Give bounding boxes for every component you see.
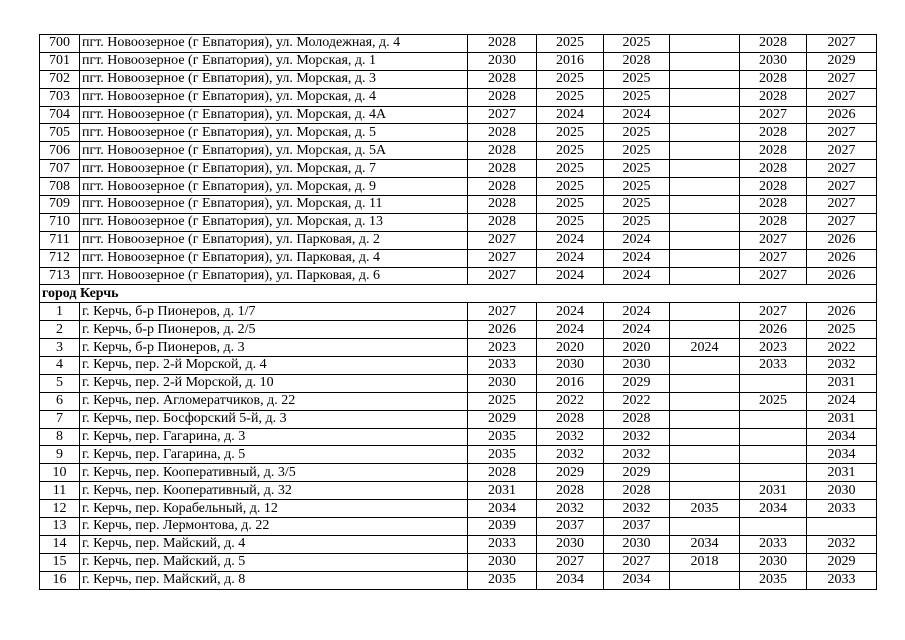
year-cell-4	[670, 35, 740, 53]
year-cell-1: 2027	[468, 267, 537, 285]
year-cell-3: 2024	[604, 231, 670, 249]
address-cell: г. Керчь, пер. Корабельный, д. 12	[80, 500, 468, 518]
year-cell-3: 2028	[604, 410, 670, 428]
year-cell-6: 2027	[807, 142, 877, 160]
row-number-cell: 15	[40, 553, 80, 571]
row-number-cell: 707	[40, 160, 80, 178]
row-number-cell: 12	[40, 500, 80, 518]
year-cell-4	[670, 571, 740, 589]
year-cell-5: 2027	[740, 106, 807, 124]
row-number-cell: 705	[40, 124, 80, 142]
year-cell-5: 2025	[740, 392, 807, 410]
year-cell-4	[670, 392, 740, 410]
year-cell-3: 2032	[604, 428, 670, 446]
year-cell-2: 2025	[537, 160, 604, 178]
table-body	[40, 35, 877, 590]
year-cell-1: 2027	[468, 106, 537, 124]
address-cell: г. Керчь, пер. 2-й Морской, д. 4	[80, 357, 468, 375]
year-cell-6: 2022	[807, 339, 877, 357]
year-cell-6: 2027	[807, 70, 877, 88]
year-cell-4	[670, 267, 740, 285]
year-cell-6: 2034	[807, 428, 877, 446]
year-cell-1: 2034	[468, 500, 537, 518]
table-row	[40, 52, 877, 70]
year-cell-6: 2026	[807, 249, 877, 267]
year-cell-2: 2032	[537, 428, 604, 446]
year-cell-2: 2030	[537, 535, 604, 553]
year-cell-3: 2032	[604, 500, 670, 518]
address-cell: г. Керчь, пер. 2-й Морской, д. 10	[80, 374, 468, 392]
year-cell-2: 2025	[537, 124, 604, 142]
year-cell-4	[670, 196, 740, 214]
year-cell-5: 2028	[740, 160, 807, 178]
address-cell: пгт. Новоозерное (г Евпатория), ул. Морская, д. 5	[80, 124, 468, 142]
year-cell-6: 2027	[807, 160, 877, 178]
year-cell-2: 2022	[537, 392, 604, 410]
year-cell-6: 2031	[807, 374, 877, 392]
table-row	[40, 428, 877, 446]
table-row	[40, 392, 877, 410]
year-cell-2: 2029	[537, 464, 604, 482]
year-cell-2: 2037	[537, 518, 604, 536]
year-cell-4	[670, 142, 740, 160]
address-cell: г. Керчь, пер. Босфорский 5-й, д. 3	[80, 410, 468, 428]
year-cell-2: 2025	[537, 196, 604, 214]
year-cell-4	[670, 106, 740, 124]
year-cell-4	[670, 374, 740, 392]
table-row	[40, 267, 877, 285]
row-number-cell: 702	[40, 70, 80, 88]
row-number-cell: 711	[40, 231, 80, 249]
row-number-cell: 713	[40, 267, 80, 285]
year-cell-3: 2024	[604, 249, 670, 267]
year-cell-5: 2027	[740, 303, 807, 321]
row-number-cell: 701	[40, 52, 80, 70]
address-cell: г. Керчь, пер. Лермонтова, д. 22	[80, 518, 468, 536]
year-cell-6: 2033	[807, 571, 877, 589]
year-cell-6: 2025	[807, 321, 877, 339]
row-number-cell: 7	[40, 410, 80, 428]
year-cell-3: 2020	[604, 339, 670, 357]
row-number-cell: 708	[40, 178, 80, 196]
year-cell-4	[670, 357, 740, 375]
year-cell-6: 2034	[807, 446, 877, 464]
year-cell-4	[670, 52, 740, 70]
year-cell-2: 2032	[537, 446, 604, 464]
year-cell-4	[670, 446, 740, 464]
year-cell-4	[670, 124, 740, 142]
row-number-cell: 11	[40, 482, 80, 500]
year-cell-4	[670, 231, 740, 249]
year-cell-6: 2026	[807, 231, 877, 249]
year-cell-1: 2028	[468, 142, 537, 160]
year-cell-6: 2029	[807, 553, 877, 571]
year-cell-5: 2028	[740, 178, 807, 196]
row-number-cell: 710	[40, 213, 80, 231]
table-row	[40, 303, 877, 321]
year-cell-5: 2027	[740, 267, 807, 285]
year-cell-2: 2030	[537, 357, 604, 375]
year-cell-1: 2026	[468, 321, 537, 339]
address-cell: пгт. Новоозерное (г Евпатория), ул. Морская, д. 4А	[80, 106, 468, 124]
table-row	[40, 106, 877, 124]
year-cell-1: 2028	[468, 213, 537, 231]
year-cell-5: 2028	[740, 88, 807, 106]
row-number-cell: 8	[40, 428, 80, 446]
year-cell-5: 2027	[740, 249, 807, 267]
row-number-cell: 10	[40, 464, 80, 482]
year-cell-6: 2030	[807, 482, 877, 500]
year-cell-1: 2033	[468, 535, 537, 553]
year-cell-4: 2018	[670, 553, 740, 571]
year-cell-4	[670, 428, 740, 446]
year-cell-4	[670, 482, 740, 500]
year-cell-5: 2035	[740, 571, 807, 589]
row-number-cell: 6	[40, 392, 80, 410]
year-cell-1: 2029	[468, 410, 537, 428]
year-cell-5: 2028	[740, 35, 807, 53]
year-cell-5: 2028	[740, 70, 807, 88]
table-row	[40, 160, 877, 178]
year-cell-2: 2016	[537, 52, 604, 70]
address-cell: г. Керчь, пер. Гагарина, д. 5	[80, 446, 468, 464]
year-cell-3: 2025	[604, 178, 670, 196]
year-cell-6	[807, 518, 877, 536]
address-cell: г. Керчь, б-р Пионеров, д. 2/5	[80, 321, 468, 339]
year-cell-5: 2028	[740, 213, 807, 231]
year-cell-6: 2026	[807, 267, 877, 285]
year-cell-4	[670, 303, 740, 321]
address-cell: пгт. Новоозерное (г Евпатория), ул. Морская, д. 7	[80, 160, 468, 178]
year-cell-1: 2035	[468, 571, 537, 589]
year-cell-5: 2026	[740, 321, 807, 339]
year-cell-4	[670, 321, 740, 339]
year-cell-5	[740, 464, 807, 482]
year-cell-2: 2028	[537, 410, 604, 428]
year-cell-3: 2030	[604, 535, 670, 553]
table-row	[40, 410, 877, 428]
year-cell-2: 2024	[537, 303, 604, 321]
year-cell-6: 2029	[807, 52, 877, 70]
year-cell-6: 2026	[807, 303, 877, 321]
row-number-cell: 2	[40, 321, 80, 339]
year-cell-1: 2027	[468, 303, 537, 321]
table-row	[40, 446, 877, 464]
year-cell-1: 2030	[468, 553, 537, 571]
year-cell-5: 2033	[740, 535, 807, 553]
row-number-cell: 704	[40, 106, 80, 124]
year-cell-4	[670, 518, 740, 536]
year-cell-3: 2025	[604, 196, 670, 214]
year-cell-2: 2025	[537, 178, 604, 196]
table-row	[40, 35, 877, 53]
row-number-cell: 706	[40, 142, 80, 160]
year-cell-1: 2028	[468, 160, 537, 178]
table-row	[40, 535, 877, 553]
schedule-table	[39, 34, 877, 590]
year-cell-5: 2028	[740, 142, 807, 160]
year-cell-1: 2030	[468, 52, 537, 70]
year-cell-3: 2034	[604, 571, 670, 589]
address-cell: пгт. Новоозерное (г Евпатория), ул. Молодежная, д. 4	[80, 35, 468, 53]
year-cell-3: 2024	[604, 303, 670, 321]
year-cell-6: 2027	[807, 178, 877, 196]
year-cell-5	[740, 410, 807, 428]
address-cell: пгт. Новоозерное (г Евпатория), ул. Парковая, д. 6	[80, 267, 468, 285]
year-cell-6: 2032	[807, 535, 877, 553]
year-cell-4	[670, 213, 740, 231]
year-cell-6: 2027	[807, 124, 877, 142]
table-row	[40, 178, 877, 196]
year-cell-3: 2030	[604, 357, 670, 375]
year-cell-5: 2033	[740, 357, 807, 375]
year-cell-3: 2025	[604, 160, 670, 178]
year-cell-5	[740, 518, 807, 536]
row-number-cell: 5	[40, 374, 80, 392]
address-cell: г. Керчь, б-р Пионеров, д. 1/7	[80, 303, 468, 321]
year-cell-1: 2028	[468, 88, 537, 106]
table-row	[40, 357, 877, 375]
year-cell-3: 2024	[604, 321, 670, 339]
year-cell-1: 2039	[468, 518, 537, 536]
row-number-cell: 703	[40, 88, 80, 106]
address-cell: пгт. Новоозерное (г Евпатория), ул. Морская, д. 1	[80, 52, 468, 70]
row-number-cell: 13	[40, 518, 80, 536]
year-cell-2: 2025	[537, 88, 604, 106]
year-cell-4: 2034	[670, 535, 740, 553]
row-number-cell: 709	[40, 196, 80, 214]
year-cell-1: 2028	[468, 464, 537, 482]
year-cell-2: 2024	[537, 267, 604, 285]
year-cell-4	[670, 249, 740, 267]
row-number-cell: 712	[40, 249, 80, 267]
address-cell: г. Керчь, б-р Пионеров, д. 3	[80, 339, 468, 357]
year-cell-4	[670, 160, 740, 178]
year-cell-3: 2025	[604, 213, 670, 231]
year-cell-2: 2024	[537, 231, 604, 249]
address-cell: г. Керчь, пер. Майский, д. 8	[80, 571, 468, 589]
year-cell-2: 2027	[537, 553, 604, 571]
year-cell-2: 2032	[537, 500, 604, 518]
year-cell-2: 2025	[537, 213, 604, 231]
year-cell-5	[740, 428, 807, 446]
address-cell: пгт. Новоозерное (г Евпатория), ул. Морская, д. 4	[80, 88, 468, 106]
table-row	[40, 374, 877, 392]
row-number-cell: 700	[40, 35, 80, 53]
year-cell-4	[670, 88, 740, 106]
year-cell-6: 2031	[807, 464, 877, 482]
year-cell-2: 2024	[537, 321, 604, 339]
table-row	[40, 124, 877, 142]
row-number-cell: 3	[40, 339, 80, 357]
year-cell-4: 2035	[670, 500, 740, 518]
year-cell-5: 2027	[740, 231, 807, 249]
year-cell-1: 2035	[468, 446, 537, 464]
year-cell-4	[670, 70, 740, 88]
table-row	[40, 553, 877, 571]
year-cell-2: 2016	[537, 374, 604, 392]
year-cell-1: 2035	[468, 428, 537, 446]
year-cell-2: 2028	[537, 482, 604, 500]
table-row	[40, 464, 877, 482]
section-header-row	[40, 285, 877, 303]
year-cell-4: 2024	[670, 339, 740, 357]
year-cell-3: 2025	[604, 124, 670, 142]
year-cell-1: 2031	[468, 482, 537, 500]
year-cell-5	[740, 446, 807, 464]
row-number-cell: 14	[40, 535, 80, 553]
table-row	[40, 518, 877, 536]
year-cell-1: 2033	[468, 357, 537, 375]
year-cell-3: 2025	[604, 88, 670, 106]
year-cell-3: 2024	[604, 267, 670, 285]
table-row	[40, 213, 877, 231]
year-cell-6: 2033	[807, 500, 877, 518]
year-cell-1: 2028	[468, 196, 537, 214]
year-cell-5: 2031	[740, 482, 807, 500]
row-number-cell: 16	[40, 571, 80, 589]
year-cell-5: 2030	[740, 553, 807, 571]
address-cell: г. Керчь, пер. Майский, д. 5	[80, 553, 468, 571]
address-cell: г. Керчь, пер. Майский, д. 4	[80, 535, 468, 553]
year-cell-5: 2034	[740, 500, 807, 518]
address-cell: пгт. Новоозерное (г Евпатория), ул. Морская, д. 3	[80, 70, 468, 88]
year-cell-3: 2028	[604, 52, 670, 70]
address-cell: г. Керчь, пер. Кооперативный, д. 3/5	[80, 464, 468, 482]
year-cell-3: 2029	[604, 374, 670, 392]
year-cell-1: 2028	[468, 70, 537, 88]
year-cell-6: 2032	[807, 357, 877, 375]
table-row	[40, 196, 877, 214]
table-row	[40, 571, 877, 589]
year-cell-1: 2028	[468, 124, 537, 142]
year-cell-3: 2028	[604, 482, 670, 500]
table-row	[40, 339, 877, 357]
year-cell-6: 2027	[807, 196, 877, 214]
year-cell-3: 2025	[604, 70, 670, 88]
year-cell-3: 2029	[604, 464, 670, 482]
section-title: город Керчь	[40, 285, 877, 303]
address-cell: пгт. Новоозерное (г Евпатория), ул. Морская, д. 9	[80, 178, 468, 196]
address-cell: г. Керчь, пер. Агломератчиков, д. 22	[80, 392, 468, 410]
year-cell-3: 2032	[604, 446, 670, 464]
address-cell: г. Керчь, пер. Кооперативный, д. 32	[80, 482, 468, 500]
year-cell-2: 2025	[537, 70, 604, 88]
table-row	[40, 249, 877, 267]
year-cell-2: 2025	[537, 142, 604, 160]
year-cell-3: 2037	[604, 518, 670, 536]
year-cell-5: 2023	[740, 339, 807, 357]
year-cell-3: 2027	[604, 553, 670, 571]
year-cell-1: 2030	[468, 374, 537, 392]
year-cell-6: 2027	[807, 88, 877, 106]
year-cell-1: 2027	[468, 231, 537, 249]
year-cell-1: 2025	[468, 392, 537, 410]
address-cell: пгт. Новоозерное (г Евпатория), ул. Морская, д. 11	[80, 196, 468, 214]
table-row	[40, 88, 877, 106]
table-row	[40, 70, 877, 88]
year-cell-2: 2025	[537, 35, 604, 53]
table-row	[40, 231, 877, 249]
year-cell-6: 2024	[807, 392, 877, 410]
year-cell-2: 2024	[537, 106, 604, 124]
year-cell-1: 2027	[468, 249, 537, 267]
year-cell-5: 2030	[740, 52, 807, 70]
row-number-cell: 9	[40, 446, 80, 464]
table-row	[40, 142, 877, 160]
year-cell-1: 2023	[468, 339, 537, 357]
year-cell-3: 2022	[604, 392, 670, 410]
year-cell-4	[670, 178, 740, 196]
year-cell-3: 2025	[604, 35, 670, 53]
row-number-cell: 4	[40, 357, 80, 375]
year-cell-1: 2028	[468, 35, 537, 53]
year-cell-5: 2028	[740, 196, 807, 214]
year-cell-2: 2024	[537, 249, 604, 267]
address-cell: пгт. Новоозерное (г Евпатория), ул. Парковая, д. 4	[80, 249, 468, 267]
year-cell-2: 2034	[537, 571, 604, 589]
year-cell-6: 2027	[807, 213, 877, 231]
year-cell-6: 2027	[807, 35, 877, 53]
year-cell-5: 2028	[740, 124, 807, 142]
year-cell-3: 2025	[604, 142, 670, 160]
year-cell-4	[670, 464, 740, 482]
address-cell: г. Керчь, пер. Гагарина, д. 3	[80, 428, 468, 446]
year-cell-6: 2026	[807, 106, 877, 124]
year-cell-6: 2031	[807, 410, 877, 428]
table-row	[40, 482, 877, 500]
year-cell-4	[670, 410, 740, 428]
table-row	[40, 500, 877, 518]
year-cell-3: 2024	[604, 106, 670, 124]
row-number-cell: 1	[40, 303, 80, 321]
table-row	[40, 321, 877, 339]
year-cell-5	[740, 374, 807, 392]
address-cell: пгт. Новоозерное (г Евпатория), ул. Морская, д. 5А	[80, 142, 468, 160]
address-cell: пгт. Новоозерное (г Евпатория), ул. Парковая, д. 2	[80, 231, 468, 249]
address-cell: пгт. Новоозерное (г Евпатория), ул. Морская, д. 13	[80, 213, 468, 231]
year-cell-2: 2020	[537, 339, 604, 357]
year-cell-1: 2028	[468, 178, 537, 196]
